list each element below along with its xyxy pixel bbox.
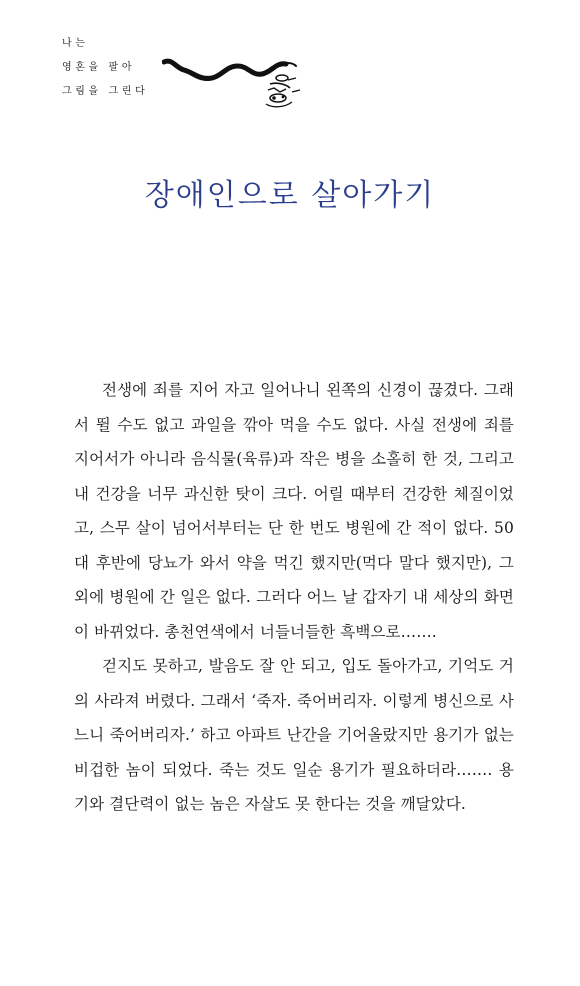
book-header: [62, 34, 262, 104]
brush-stroke-logo-icon: [162, 56, 307, 116]
book-title-line-2: 영혼을 팔아: [62, 62, 136, 73]
body-text: [74, 373, 514, 822]
paragraph-2: 걷지도 못하고, 발음도 잘 안 되고, 입도 돌아가고, 기억도 거의 사라져 버렸다. 그래서 ‘죽자. 죽어버리자. 이렇게 병신으로 사느니 죽어버리자.’ 하고 아파트 난간을 기어올랐지만 용기가 없는 비겁한 놈이 되었다. 죽는 것도 일순 용기가 필요하더라……. 용기와 결단력이 없는 놈은 자살도 못 한다는 것을 깨달았다.: [74, 657, 514, 813]
chapter-title: 장애인으로 살아가기: [144, 178, 436, 213]
book-title-line-1: 나는: [62, 38, 89, 49]
paragraph-1: 전생에 죄를 지어 자고 일어나니 왼쪽의 신경이 끊겼다. 그래서 뛸 수도 없고 과일을 깎아 먹을 수도 없다. 사실 전생에 죄를 지어서가 아니라 음식물(육류)과 작은 병을 소홀히 한 것, 그리고 내 건강을 너무 과신한 탓이 크다. 어릴 때부터 건강한 체질이었고, 스무 살이 넘어서부터는 단 한 번도 병원에 간 적이 없다. 50대 후반에 당뇨가 와서 약을 먹긴 했지만(먹다 말다 했지만), 그 외에 병원에 간 일은 없다. 그러다 어느 날 갑자기 내 세상의 화면이 바뀌었다. 총천연색에서 너들너들한 흑백으로…….: [74, 381, 514, 641]
book-title-line-3: 그림을 그린다: [62, 86, 149, 97]
